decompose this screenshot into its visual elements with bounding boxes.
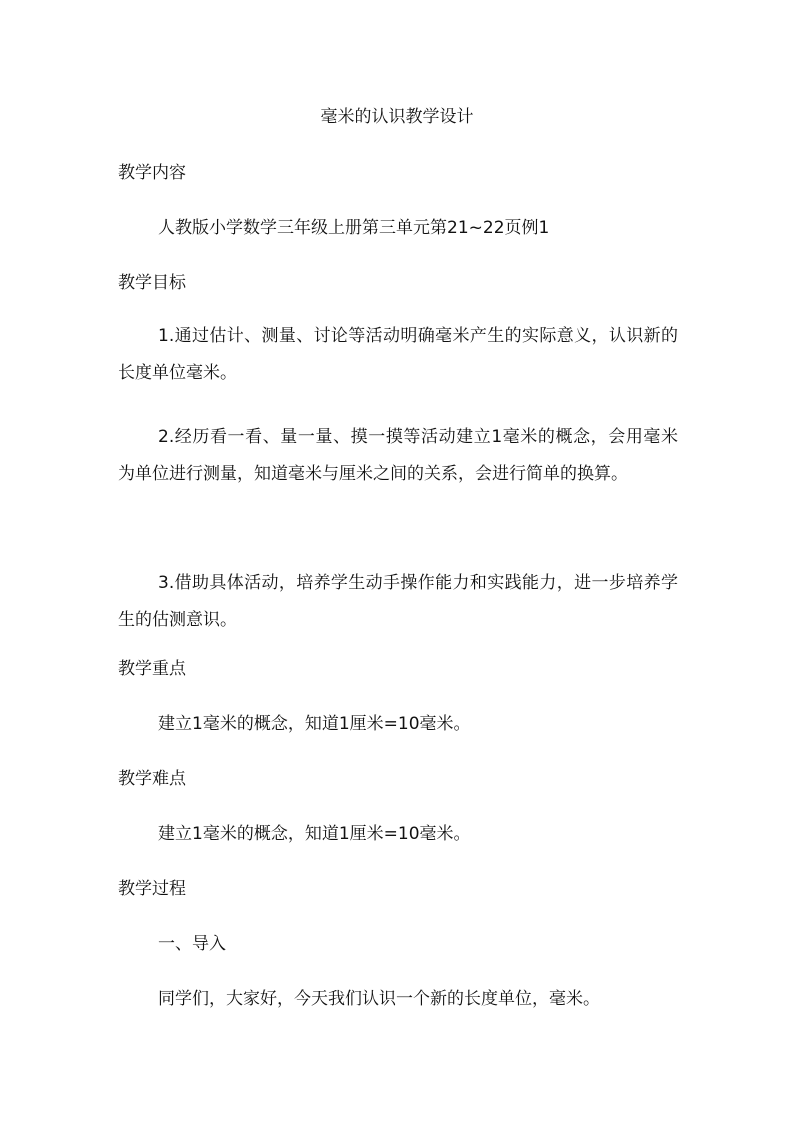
- section-heading-difficulties: 教学难点: [118, 769, 186, 789]
- content-text: 人教版小学数学三年级上册第三单元第21~22页例1: [158, 218, 550, 238]
- process-step-1-text: 同学们，大家好，今天我们认识一个新的长度单位，毫米。: [158, 989, 600, 1009]
- process-step-1-heading: 一、导入: [158, 934, 226, 954]
- section-heading-key-points: 教学重点: [118, 659, 186, 679]
- section-heading-goals: 教学目标: [118, 273, 186, 293]
- key-points-text: 建立1毫米的概念，知道1厘米=10毫米。: [158, 714, 471, 734]
- section-heading-process: 教学过程: [118, 879, 186, 899]
- goal-1-paragraph: 1.通过估计、测量、讨论等活动明确毫米产生的实际意义，认识新的长度单位毫米。: [118, 326, 678, 383]
- document-title: 毫米的认识教学设计: [320, 107, 474, 127]
- goal-2-paragraph: 2.经历看一看、量一量、摸一摸等活动建立1毫米的概念，会用毫米为单位进行测量，知道毫米与厘米之间的关系，会进行简单的换算。: [118, 427, 678, 484]
- section-heading-content: 教学内容: [118, 163, 186, 183]
- difficulties-text: 建立1毫米的概念，知道1厘米=10毫米。: [158, 824, 471, 844]
- goal-3-paragraph: 3.借助具体活动，培养学生动手操作能力和实践能力，进一步培养学生的估测意识。: [118, 573, 678, 630]
